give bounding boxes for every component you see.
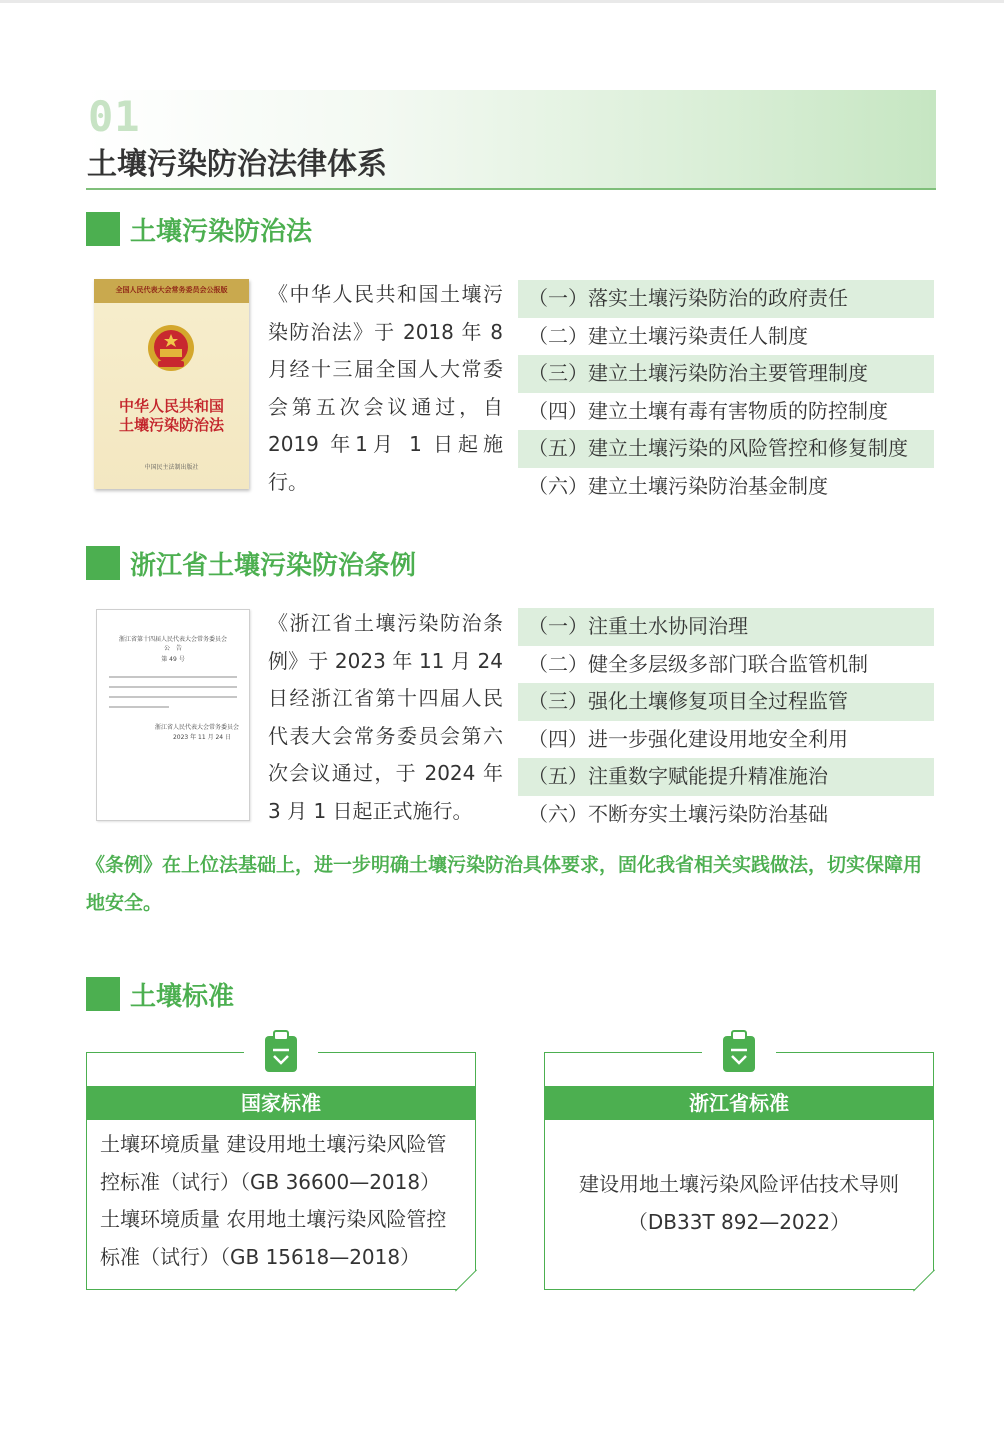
regulation-section-heading xyxy=(86,545,416,581)
cover-publisher: 中国民主法制出版社 xyxy=(144,464,199,471)
national-emblem-icon xyxy=(146,323,196,373)
national-standard-item: 土壤环境质量 农用地土壤污染风险管控标准（试行）（GB 15618—2018） xyxy=(100,1207,447,1269)
law-section-heading xyxy=(86,211,312,247)
doc-sign-org: 浙江省人民代表大会常务委员会 xyxy=(154,724,239,731)
regulation-heading-text: 浙江省土壤污染防治条例 xyxy=(130,550,417,581)
law-measures-list xyxy=(518,280,934,505)
regulation-measures-list xyxy=(518,608,934,833)
list-item: （六）不断夯实土壤污染防治基础 xyxy=(528,801,828,826)
list-item: （三）强化土壤修复项目全过程监管 xyxy=(518,683,934,721)
list-item: （三）建立土壤污染防治主要管理制度 xyxy=(518,355,934,393)
list-item: （二）建立土壤污染责任人制度 xyxy=(528,323,808,348)
page-title: 土壤污染防治法律体系 xyxy=(87,147,387,182)
national-standard-item: 土壤环境质量 建设用地土壤污染风险管控标准（试行）（GB 36600—2018） xyxy=(100,1132,447,1194)
doc-title-line2: 公 告 xyxy=(163,645,182,652)
national-card-title: 国家标准 xyxy=(86,1086,476,1120)
provincial-card-body xyxy=(554,1166,924,1241)
cover-band-text: 全国人民代表大会常务委员会公报版 xyxy=(115,286,228,294)
doc-text-line xyxy=(109,696,237,698)
list-item: （五）建立土壤污染的风险管控和修复制度 xyxy=(518,430,934,468)
cover-title-line2: 土壤污染防治法 xyxy=(118,416,224,434)
section-number: 01 xyxy=(88,92,141,141)
regulation-paragraph: 《浙江省土壤污染防治条例》于 2023 年 11 月 24 日经浙江省第十四届人民代表大会常务委员会第六次会议通过，于 2024 年 3 月 1 日起正式施行。 xyxy=(268,611,503,823)
heading-square-icon xyxy=(86,546,120,580)
list-item: （一）注重土水协同治理 xyxy=(518,608,934,646)
list-item: （四）进一步强化建设用地安全利用 xyxy=(528,726,848,751)
doc-title-line1: 浙江省第十四届人民代表大会常务委员会 xyxy=(118,636,227,643)
law-book-cover xyxy=(94,279,249,489)
law-heading-text: 土壤污染防治法 xyxy=(130,216,313,247)
regulation-note: 《条例》在上位法基础上，进一步明确土壤污染防治具体要求，固化我省相关实践做法，切实保障用地安全。 xyxy=(86,854,923,914)
heading-square-icon xyxy=(86,977,120,1011)
list-item: （六）建立土壤污染防治基金制度 xyxy=(528,473,828,498)
cover-title-line1: 中华人民共和国 xyxy=(118,397,224,415)
clipboard-check-icon xyxy=(263,1030,299,1074)
doc-number: 第 49 号 xyxy=(161,656,185,663)
list-item: （二）健全多层级多部门联合监管机制 xyxy=(528,651,868,676)
regulation-announcement-doc xyxy=(96,609,250,821)
list-item: （四）建立土壤有毒有害物质的防控制度 xyxy=(528,398,888,423)
national-card-body xyxy=(100,1126,466,1276)
doc-text-line xyxy=(109,706,169,708)
doc-text-line xyxy=(109,686,237,688)
list-item: （一）落实土壤污染防治的政府责任 xyxy=(518,280,934,318)
provincial-card-title: 浙江省标准 xyxy=(544,1086,934,1120)
list-item: （五）注重数字赋能提升精准施治 xyxy=(518,758,934,796)
doc-sign-date: 2023 年 11 月 24 日 xyxy=(172,734,232,741)
law-paragraph: 《中华人民共和国土壤污染防治法》于 2018 年 8 月经十三届全国人大常委会第五次会议通过，自 2019 年1月 1 日起施行。 xyxy=(268,282,503,494)
national-standard-card xyxy=(86,1052,476,1290)
provincial-standard-card xyxy=(544,1052,934,1290)
provincial-standard-item: 建设用地土壤污染风险评估技术导则（DB33T 892—2022） xyxy=(579,1172,899,1234)
doc-text-line xyxy=(109,676,237,678)
cover-title xyxy=(94,397,249,435)
standards-section-heading xyxy=(86,976,234,1012)
clipboard-check-icon xyxy=(721,1030,757,1074)
heading-square-icon xyxy=(86,212,120,246)
top-divider xyxy=(0,0,1004,3)
standards-heading-text: 土壤标准 xyxy=(130,981,235,1012)
